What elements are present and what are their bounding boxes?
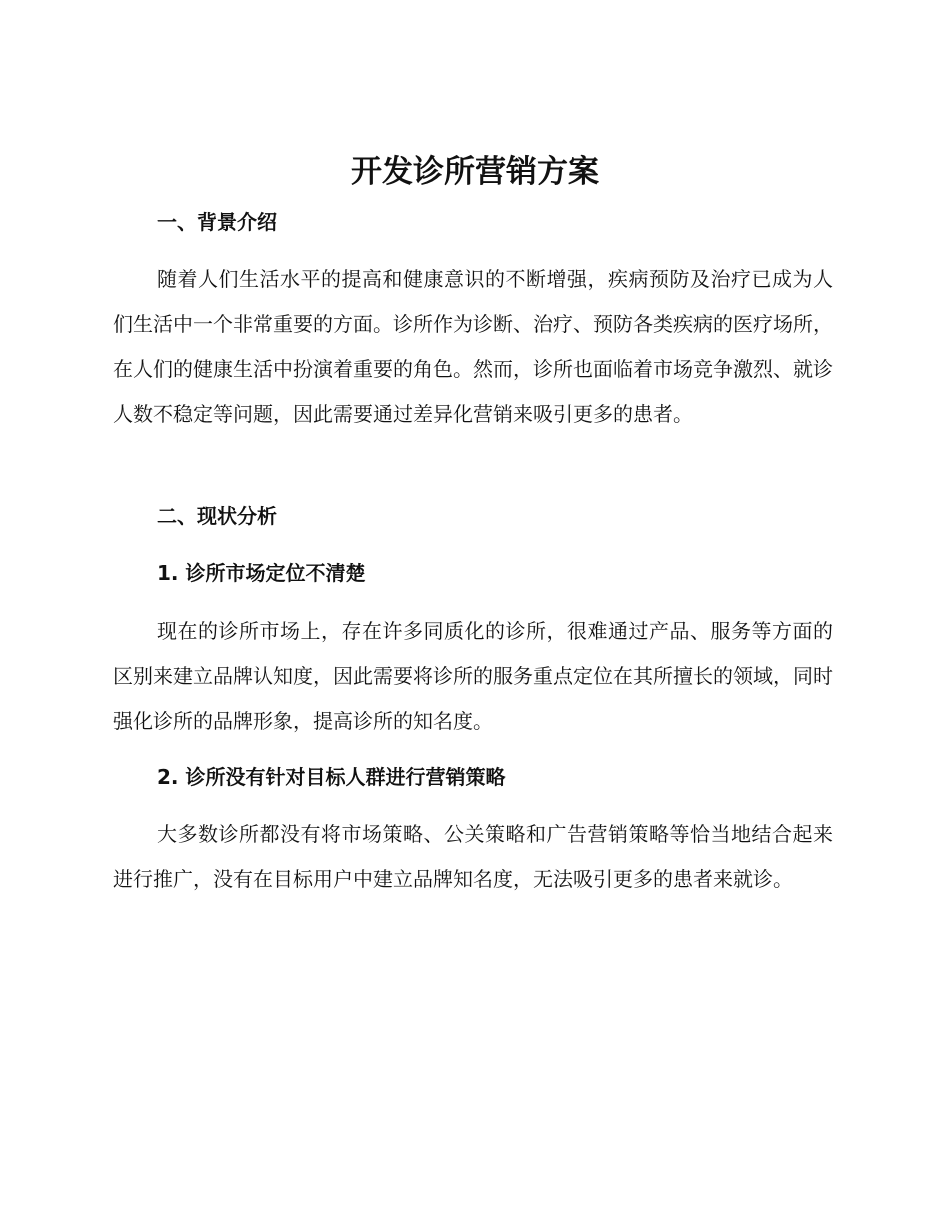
subsection-heading-positioning: 1. 诊所市场定位不清楚 (157, 561, 366, 585)
paragraph-positioning: 现在的诊所市场上，存在许多同质化的诊所，很难通过产品、服务等方面的区别来建立品牌认知度，因此需要将诊所的服务重点定位在其所擅长的领域，同时强化诊所的品牌形象，提高诊所的知名度。 (113, 619, 833, 733)
paragraph-background: 随着人们生活水平的提高和健康意识的不断增强，疾病预防及治疗已成为人们生活中一个非常重要的方面。诊所作为诊断、治疗、预防各类疾病的医疗场所，在人们的健康生活中扮演着重要的角色。然而，诊所也面临着市场竞争激烈、就诊人数不稳定等问题，因此需要通过差异化营销来吸引更多的患者。 (113, 267, 833, 426)
paragraph-targeting: 大多数诊所都没有将市场策略、公关策略和广告营销策略等恰当地结合起来进行推广，没有在目标用户中建立品牌知名度，无法吸引更多的患者来就诊。 (113, 822, 833, 891)
section-heading-analysis: 二、现状分析 (157, 504, 277, 528)
section-heading-background: 一、背景介绍 (157, 210, 277, 234)
subsection-heading-targeting: 2. 诊所没有针对目标人群进行营销策略 (157, 765, 506, 789)
document-title: 开发诊所营销方案 (351, 154, 599, 190)
